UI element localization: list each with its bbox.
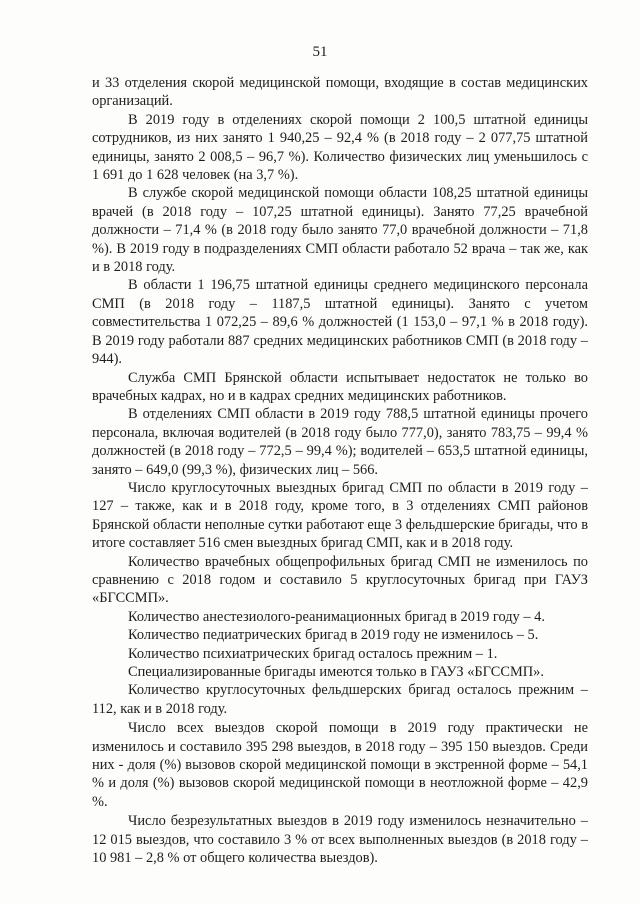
paragraph: Число всех выездов скорой помощи в 2019 году практически не изменилось и составило 395 298 выездов, в 2018 году – 395 150 выездов. Среди них - доля (%) вызовов скорой медицинской помощи в экстренной форме – 54,1 % и доля (%) вызовов скорой медицинской помощи в неотложной форме – 42,9 %. xyxy=(92,720,588,810)
paragraph: Количество психиатрических бригад осталось прежним – 1. xyxy=(128,645,498,662)
paragraph: В 2019 году в отделениях скорой помощи 2 100,5 штатной единицы сотрудников, из них занято 1 940,25 – 92,4 % (в 2018 году – 2 077,75 штатной единицы, занято 2 008,5 – 96,7 %). Количество физических лиц уменьшилось с 1 691 до 1 628 человек (на 3,7 %). xyxy=(92,111,588,184)
paragraph: Служба СМП Брянской области испытывает недостаток не только во врачебных кадрах, но и в кадрах средних медицинских работников. xyxy=(92,369,588,404)
paragraph: Количество круглосуточных фельдшерских бригад осталось прежним – 112, как и в 2018 году. xyxy=(92,682,588,717)
paragraph: В отделениях СМП области в 2019 году 788,5 штатной единицы прочего персонала, включая водителей (в 2018 году было 777,0), занято 783,75 – 99,4 % должностей (в 2018 году – 772,5 – 99,4 %); водителей – 653,5 штатной единицы, занято – 649,0 (99,3 %), физических лиц – 566. xyxy=(92,406,588,478)
paragraph: Число безрезультатных выездов в 2019 году изменилось незначительно – 12 015 выездов, что составило 3 % от всех выполненных выездов (в 2018 году – 10 981 – 2,8 % от общего количества выездов). xyxy=(92,813,588,867)
paragraph: Специализированные бригады имеются только в ГАУЗ «БГССМП». xyxy=(128,664,544,680)
paragraph: Количество педиатрических бригад в 2019 году не изменилось – 5. xyxy=(128,627,539,644)
page-number: 51 xyxy=(312,44,328,60)
paragraph: В области 1 196,75 штатной единицы среднего медицинского персонала СМП (в 2018 году – 1187,5 штатной единицы). Занято с учетом совместительства 1 072,25 – 89,6 % должностей (1 153,0 – 97,1 % в 2018 году). В 2019 году работали 887 средних медицинских работников СМП (в 2018 году – 944). xyxy=(92,277,588,368)
paragraph: Количество врачебных общепрофильных бригад СМП не изменилось по сравнению с 2018 годом и составило 5 круглосуточных бригад при ГАУЗ «БГССМП». xyxy=(92,553,588,607)
paragraph: и 33 отделения скорой медицинской помощи, входящие в состав медицинских организаций. xyxy=(92,75,588,110)
paragraph: В службе скорой медицинской помощи области 108,25 штатной единицы врачей (в 2018 году – 107,25 штатной единицы). Занято 77,25 врачебной должности – 71,4 % (в 2018 году было занято 77,0 врачебной должности – 71,8 %). В 2019 году в подразделениях СМП области работало 52 врача – так же, как и в 2018 году. xyxy=(92,185,588,276)
paragraph: Число круглосуточных выездных бригад СМП по области в 2019 году – 127 – также, как и в 2018 году, кроме того, в 3 отделениях СМП районов Брянской области неполные сутки работают еще 3 фельдшерские бригады, что в итоге составляет 516 смен выездных бригад СМП, как и в 2018 году. xyxy=(92,479,588,552)
paragraph: Количество анестезиолого-реанимационных бригад в 2019 году – 4. xyxy=(128,608,545,625)
document-body xyxy=(92,74,588,867)
